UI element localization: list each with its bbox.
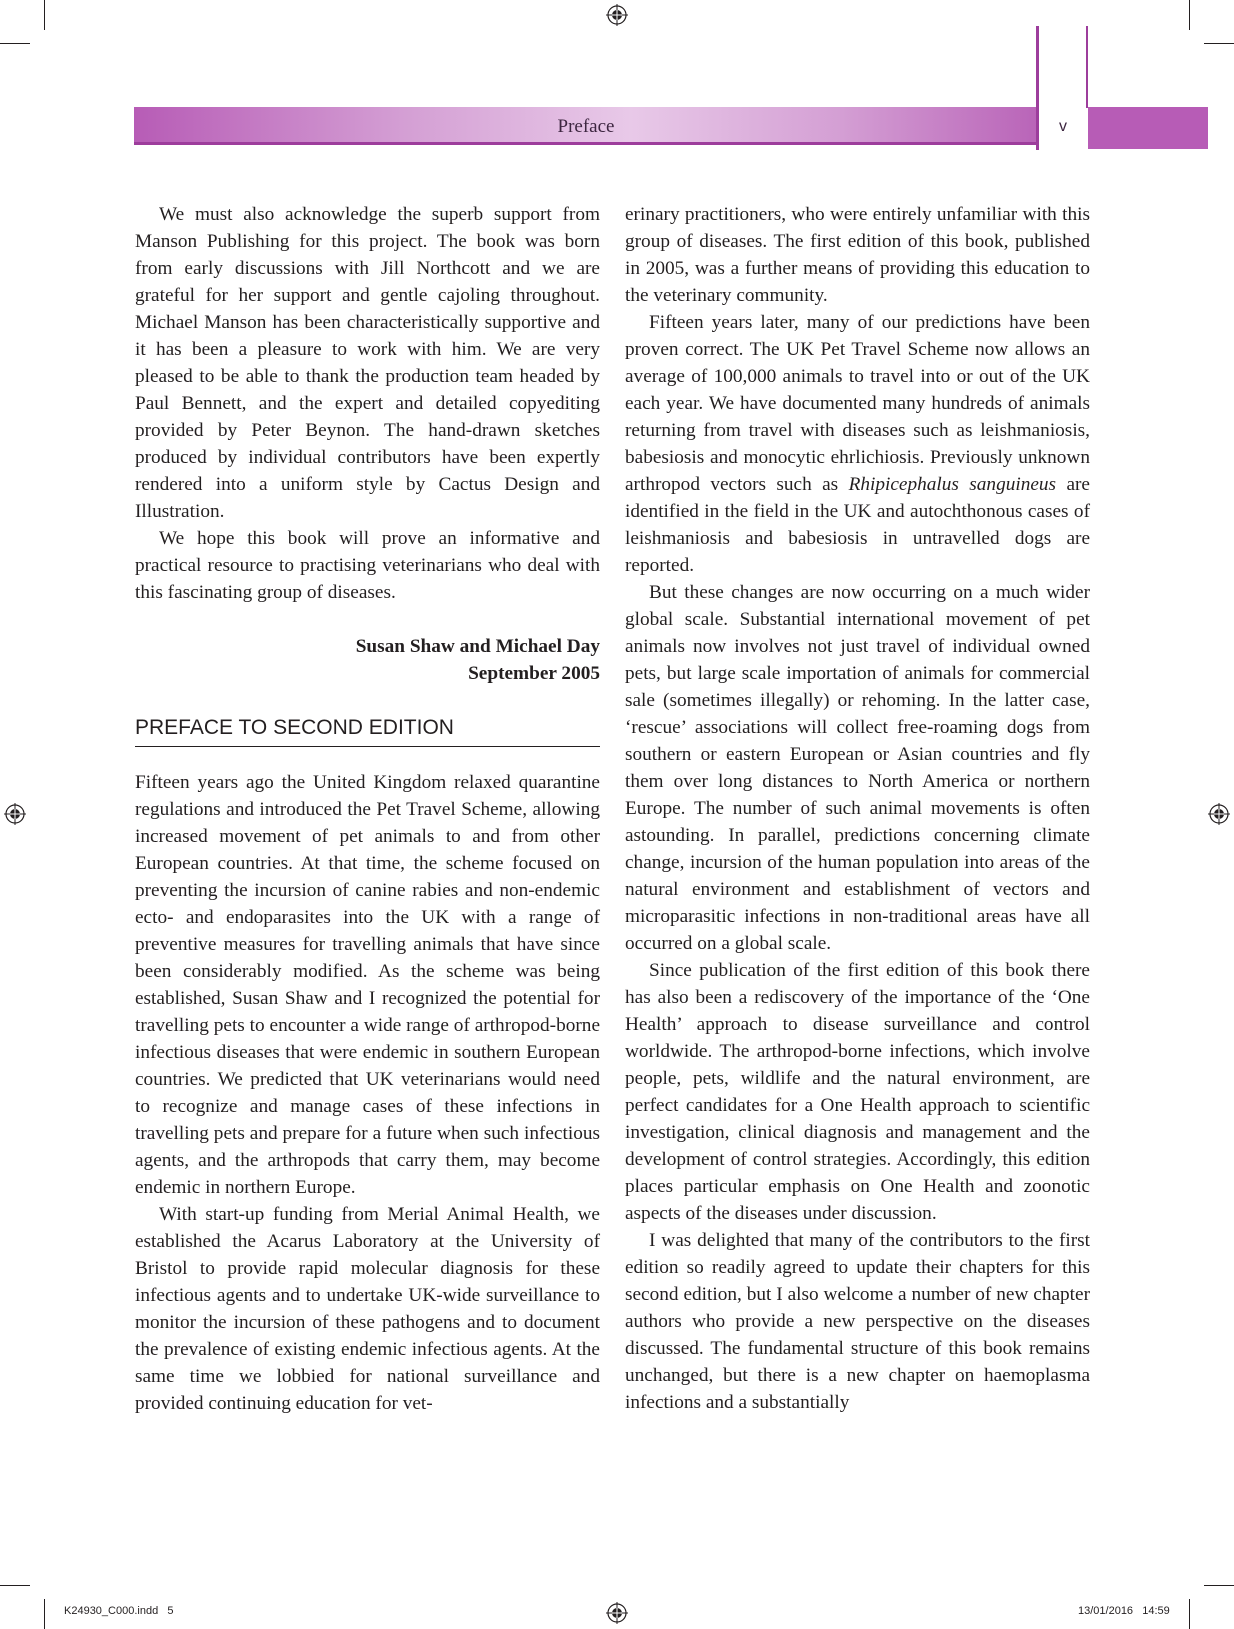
registration-mark-icon [4, 803, 26, 825]
paragraph-text: Fifteen years later, many of our predictions have been proven correct. The UK Pet Travel Scheme now allows an average of 100,000 animals to travel into or out of the UK each year. We have documented many hundreds of animals returning from travel with diseases such as leishmaniosis, babesiosis and monocytic ehrlichiosis. Previously unknown arthropod vectors such as [625, 312, 1090, 495]
right-column [625, 201, 1090, 1416]
crop-mark [44, 1599, 45, 1629]
crop-mark [1204, 43, 1234, 44]
file-slug: K24930_C000.indd 5 [64, 1605, 174, 1617]
paragraph [625, 309, 1090, 579]
crop-mark [44, 0, 45, 30]
paragraph: Fifteen years ago the United Kingdom relaxed quarantine regulations and introduced the Pet Travel Scheme, allowing increased movement of pet animals to and from other European countries. At that time, the scheme focused on preventing the incursion of canine rabies and non-endemic ecto- and endoparasites into the UK with a range of preventive measures for travelling animals that have since been considerably modified. As the scheme was being established, Susan Shaw and I recognized the potential for travelling pets to encounter a wide range of arthropod-borne infectious diseases that were endemic in southern European countries. We predicted that UK veterinarians would need to recognize and manage cases of these infections in travelling pets and prepare for a future when such infectious agents, and the arthropods that carry them, may become endemic in northern Europe. [135, 772, 600, 1198]
paragraph: We must also acknowledge the superb support from Manson Publishing for this project. The book was born from early discussions with Jill Northcott and we are grateful for her support and gentle cajoling throughout. Michael Manson has been characteristically supportive and it has been a pleasure to work with him. We are very pleased to be able to thank the production team headed by Paul Bennett, and the expert and detailed copyediting provided by Peter Beynon. The hand-drawn sketches produced by individual contributors have been expertly rendered into a uniform style by Cactus Design and Illustration. [135, 204, 600, 522]
paragraph: I was delighted that many of the contributors to the first edition so readily agreed to update their chapters for this second edition, but I also welcome a number of new chapter authors who provide a new perspective on the diseases discussed. The fundamental structure of this book remains unchanged, but there is a new chapter on haemoplasma infections and a substantially [625, 1230, 1090, 1413]
paragraph: We hope this book will prove an informative and practical resource to practising veterinarians who deal with this fascinating group of diseases. [135, 528, 600, 603]
registration-mark-icon [606, 4, 628, 26]
crop-mark [1189, 0, 1190, 30]
crop-mark [1189, 1599, 1190, 1629]
signature-names: Susan Shaw and Michael Day [355, 636, 600, 657]
crop-mark [1204, 1585, 1234, 1586]
crop-mark [0, 1585, 30, 1586]
section-spacer [135, 747, 600, 769]
header-rule [1086, 26, 1088, 108]
section-heading: PREFACE TO SECOND EDITION [135, 714, 600, 747]
paragraph: With start-up funding from Merial Animal Health, we established the Acarus Laboratory at the University of Bristol to provide rapid molecular diagnosis for these infectious agents and to undertake UK-wide surveillance to monitor the incursion of these pathogens and to document the prevalence of existing endemic infectious agents. At the same time we lobbied for national surveillance and provided continuing education for vet- [135, 1204, 600, 1414]
paragraph: But these changes are now occurring on a much wider global scale. Substantial international movement of pet animals now involves not just travel of individual owned pets, but large scale importation of animals for commercial sale (sometimes illegally) or rehoming. In the latter case, ‘rescue’ associations will collect free-roaming dogs from southern or eastern European or Asian countries and fly them over long distances to North America or northern Europe. The number of such animal movements is often astounding. In parallel, predictions concerning climate change, incursion of the human population into areas of the natural environment and establishment of vectors and microparasitic infections in non-traditional areas have all occurred on a global scale. [625, 582, 1090, 954]
paragraph: Since publication of the first edition of this book there has also been a rediscovery of the importance of the ‘One Health’ approach to disease surveillance and control worldwide. The arthropod-borne infections, which involve people, pets, wildlife and the natural environment, are perfect candidates for a One Health approach to scientific investigation, clinical diagnosis and management and the development of control strategies. Accordingly, this edition places particular emphasis on One Health and zoonotic aspects of the diseases under discussion. [625, 960, 1090, 1224]
running-header-bar [134, 107, 1038, 145]
page-number: v [1059, 118, 1067, 135]
running-title: Preface [557, 116, 615, 137]
species-name: Rhipicephalus sanguineus [848, 474, 1057, 495]
thumb-tab [1088, 107, 1208, 149]
registration-mark-icon [1208, 803, 1230, 825]
registration-mark-icon [606, 1602, 628, 1624]
left-column [135, 201, 600, 1417]
header-rule [1036, 26, 1039, 150]
timestamp-slug: 13/01/2016 14:59 [1078, 1605, 1170, 1617]
crop-mark [0, 43, 30, 44]
signature [135, 633, 600, 687]
paragraph: erinary practitioners, who were entirely unfamiliar with this group of diseases. The first edition of this book, published in 2005, was a further means of providing this education to the veterinary community. [625, 204, 1090, 306]
paragraph-text: are identified in the field in the UK and autochthonous cases of leishmaniosis and babesiosis in untravelled dogs are reported. [625, 474, 1090, 576]
signature-date: September 2005 [468, 663, 600, 684]
